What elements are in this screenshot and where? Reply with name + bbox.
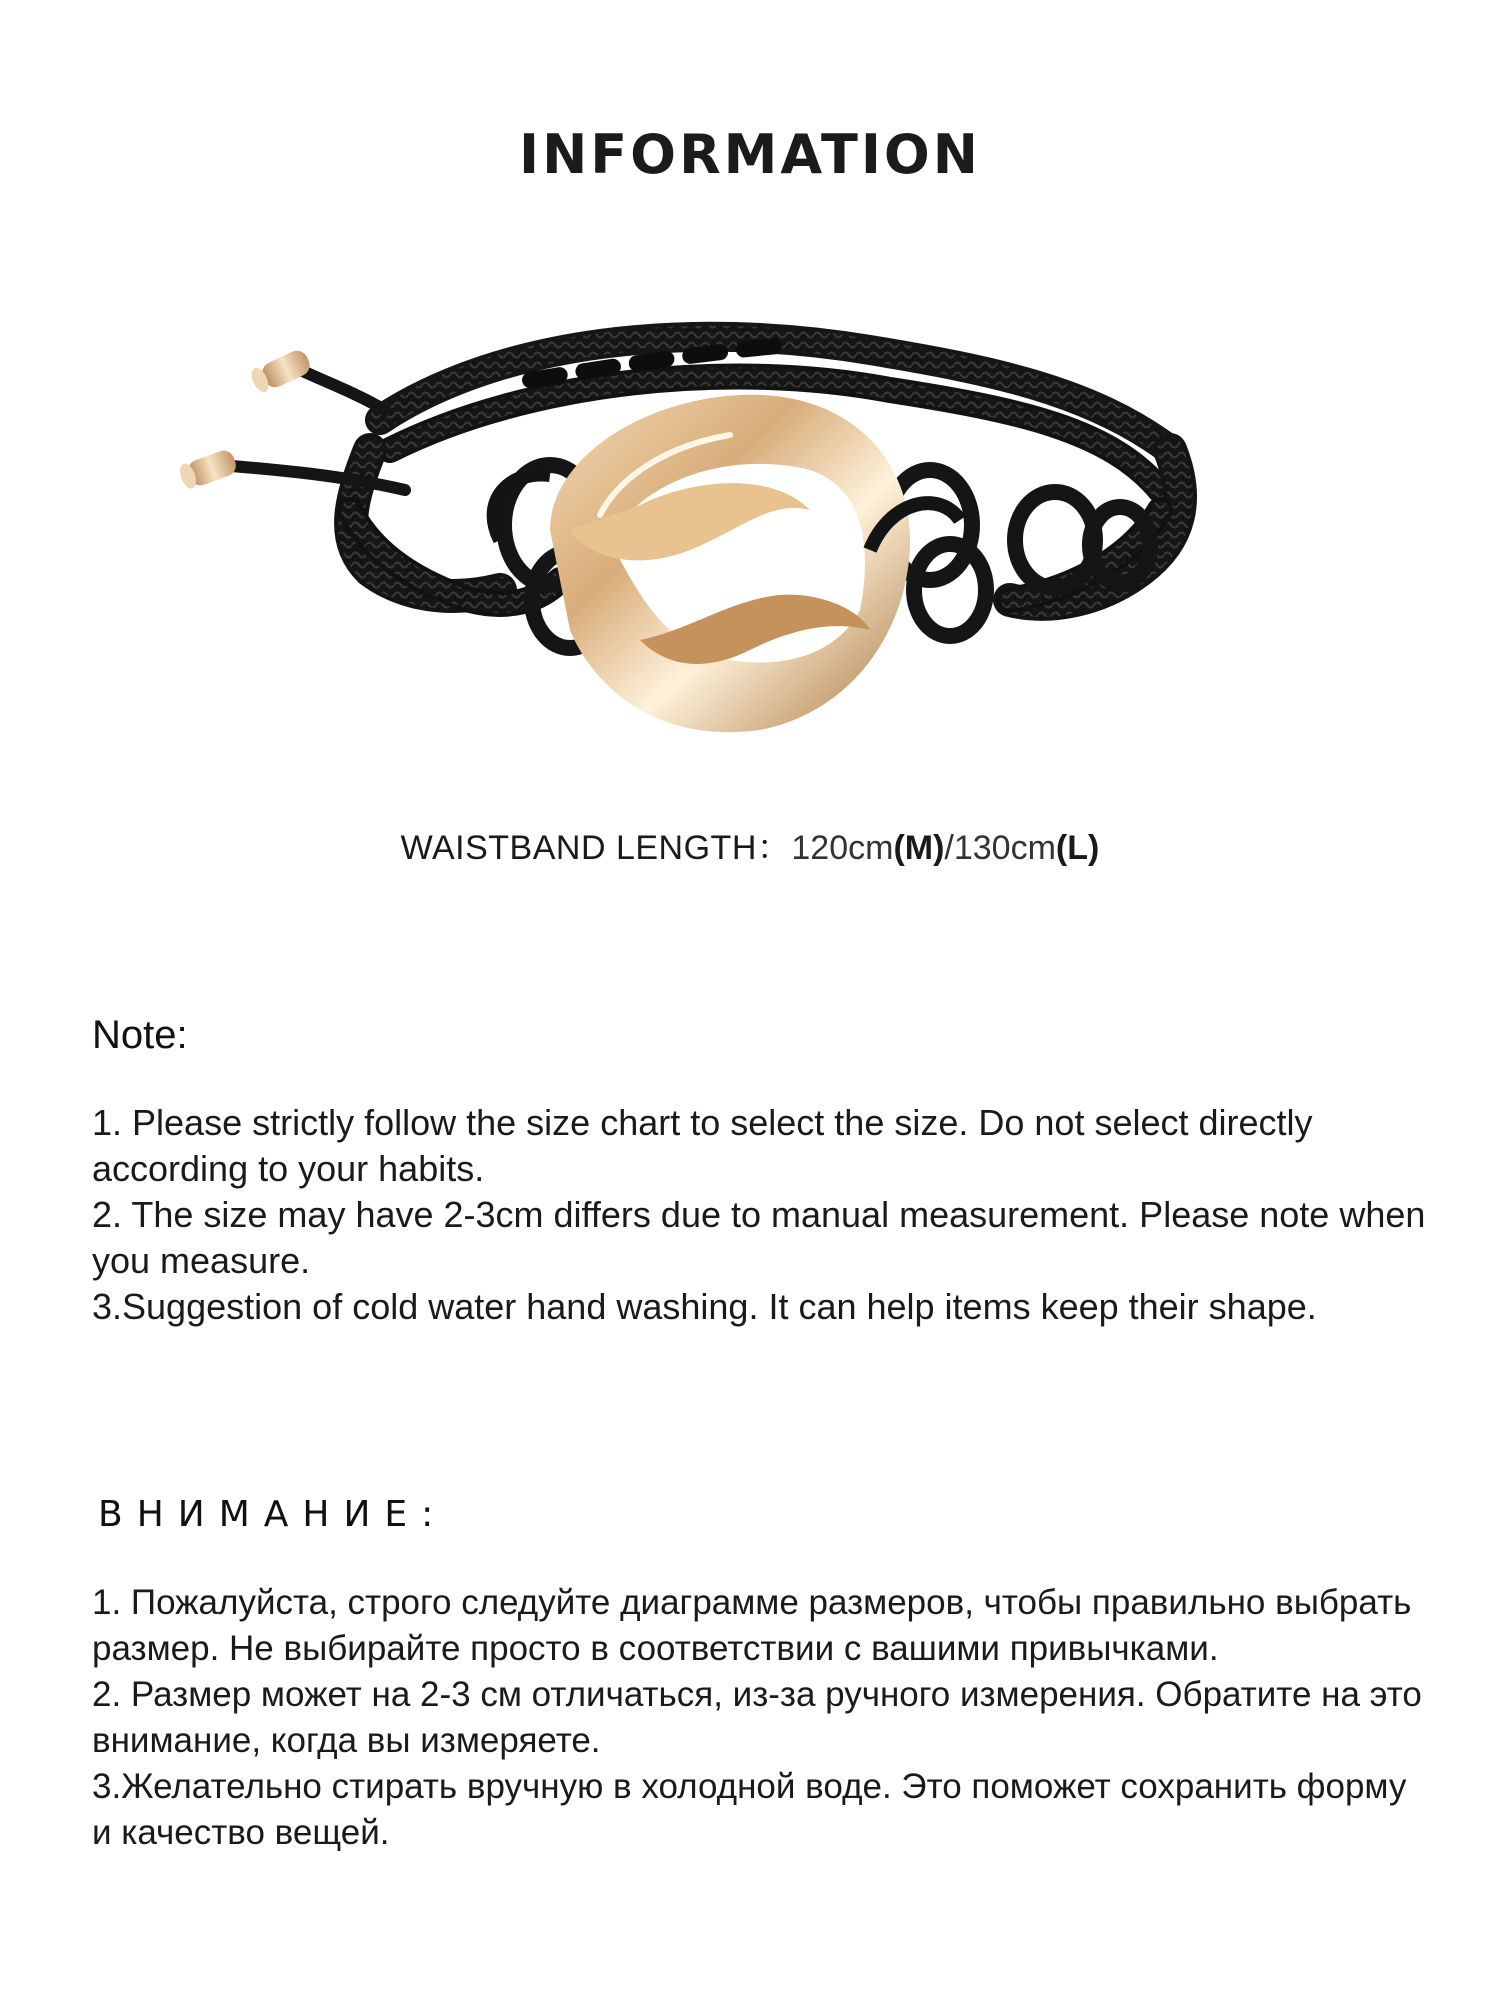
note-item-2: 2. The size may have 2-3cm differs due to manual measurement. Please note when you measure. (92, 1194, 1426, 1281)
russian-note-item-1: 1. Пожалуйста, строго следуйте диаграмме размеров, чтобы правильно выбрать размер. Не выбирайте просто в соответствии с вашими привычками. (92, 1583, 1412, 1668)
page-title: INFORMATION (518, 123, 982, 186)
russian-note-heading: ВНИМАНИЕ: (98, 1494, 448, 1535)
russian-note-item-2: 2. Размер может на 2-3 см отличаться, из-за ручного измерения. Обратите на это внимание, когда вы измеряете. (92, 1675, 1422, 1760)
braided-belt-image (170, 300, 1270, 760)
spec-value-l: 130cm (953, 829, 1056, 867)
spec-size-l: (L) (1055, 829, 1100, 867)
note-heading: Note: (92, 1013, 188, 1057)
spec-label: WAISTBAND LENGTH： (400, 829, 792, 867)
note-item-1: 1. Please strictly follow the size chart to select the size. Do not select directly according to your habits. (92, 1102, 1313, 1189)
waistband-length-spec (0, 825, 1500, 871)
note-list (92, 1100, 1432, 1330)
spec-value-m: 120cm (791, 829, 894, 867)
note-item-3: 3.Suggestion of cold water hand washing. It can help items keep their shape. (92, 1286, 1317, 1327)
russian-note-list (92, 1580, 1432, 1856)
russian-note-item-3: 3.Желательно стирать вручную в холодной воде. Это поможет сохранить форму и качество вещей. (92, 1767, 1407, 1852)
spec-size-m: (M) (893, 829, 945, 867)
gold-buckle (550, 395, 910, 732)
spec-separator: / (944, 829, 954, 867)
